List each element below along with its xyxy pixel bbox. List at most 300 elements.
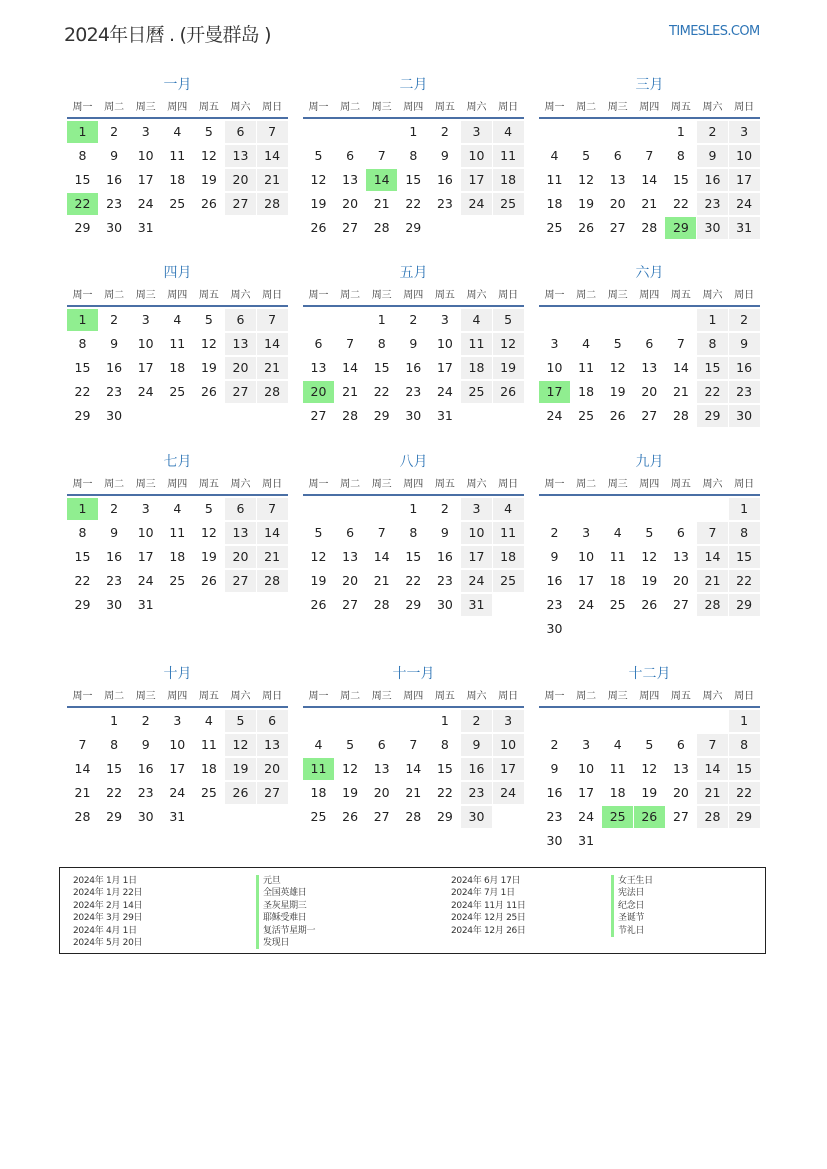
day-cell: 6 [676,737,685,752]
weekday-header: 周五 [198,691,219,702]
day-cell: 11 [461,333,492,355]
header-divider [67,494,288,496]
header-divider [539,706,760,708]
day-cell: 15 [373,360,390,375]
day-cell: 30 [546,833,563,848]
day-cell: 15 [74,360,91,375]
day-cell: 7 [257,121,288,143]
day-cell: 16 [436,549,453,564]
legend-holiday-date: 2024年 12月 26日 [451,925,526,936]
day-cell: 23 [106,384,123,399]
weekday-header: 周四 [167,290,188,301]
weekday-header: 周五 [198,479,219,490]
day-cell: 25 [461,381,492,403]
day-cell: 23 [461,782,492,804]
day-cell: 15 [729,758,760,780]
day-cell: 21 [405,785,422,800]
day-cell: 23 [106,196,123,211]
day-cell: 16 [405,360,422,375]
holiday-legend [59,867,766,954]
day-cell: 20 [225,357,256,379]
weekday-header: 周二 [104,691,125,702]
legend-holiday-date: 2024年 7月 1日 [451,888,515,899]
legend-names-right [611,875,653,937]
day-cell: 18 [493,169,524,191]
weekday-header: 周二 [104,102,125,113]
day-cell: 26 [609,408,626,423]
day-cell: 19 [342,785,359,800]
day-cell: 1 [729,710,760,732]
day-cell: 21 [641,196,658,211]
day-cell: 6 [676,525,685,540]
day-cell: 15 [106,761,123,776]
legend-holiday-name: 纪念日 [611,900,653,912]
day-cell: 8 [409,148,418,163]
day-cell: 22 [436,785,453,800]
day-cell: 17 [137,549,154,564]
day-cell: 6 [613,148,622,163]
day-cell: 25 [169,573,186,588]
day-cell: 13 [609,172,626,187]
weekday-header: 周三 [607,102,628,113]
day-cell: 28 [672,408,689,423]
day-cell: 13 [225,522,256,544]
legend-holiday-date: 2024年 2月 14日 [73,900,143,911]
day-cell: 27 [609,220,626,235]
day-cell: 30 [729,405,760,427]
day-cell: 27 [225,193,256,215]
weekday-header: 周三 [371,479,392,490]
weekday-header: 周一 [308,102,329,113]
day-cell: 22 [729,570,760,592]
weekday-header: 周一 [544,290,565,301]
day-cell: 22 [106,785,123,800]
day-cell: 18 [578,384,595,399]
weekday-header: 周日 [262,102,283,113]
weekday-header: 周日 [262,691,283,702]
day-cell: 7 [697,522,728,544]
day-cell: 30 [697,217,728,239]
day-cell: 27 [342,220,359,235]
day-cell: 7 [346,336,355,351]
weekday-header: 周日 [734,290,755,301]
day-cell: 28 [641,220,658,235]
day-cell: 6 [377,737,386,752]
day-cell: 26 [578,220,595,235]
weekday-header: 周一 [72,102,93,113]
day-cell: 21 [257,357,288,379]
day-cell: 23 [436,573,453,588]
weekday-header: 周六 [230,102,251,113]
weekday-header: 周四 [403,479,424,490]
day-cell: 26 [200,573,217,588]
day-cell: 18 [200,761,217,776]
day-cell: 15 [729,546,760,568]
weekday-header: 周五 [434,102,455,113]
day-cell: 24 [729,193,760,215]
day-cell: 20 [672,785,689,800]
weekday-header: 周六 [702,479,723,490]
day-cell: 16 [697,169,728,191]
day-cell: 5 [346,737,355,752]
day-cell: 11 [493,522,524,544]
day-cell: 9 [461,734,492,756]
month-name: 十一月 [392,666,435,682]
weekday-header: 周五 [670,479,691,490]
day-cell: 17 [436,360,453,375]
day-cell: 19 [641,573,658,588]
legend-holiday-name: 圣诞节 [611,912,653,924]
day-cell: 8 [78,336,87,351]
day-cell: 31 [137,597,154,612]
holiday-day-cell: 20 [303,381,334,403]
day-cell: 30 [106,597,123,612]
weekday-header: 周一 [72,691,93,702]
day-cell: 30 [137,809,154,824]
weekday-header: 周一 [544,691,565,702]
day-cell: 16 [729,357,760,379]
day-cell: 20 [342,196,359,211]
day-cell: 19 [200,549,217,564]
day-cell: 28 [697,806,728,828]
header-divider [539,117,760,119]
legend-holiday-date: 2024年 11月 11日 [451,900,526,911]
day-cell: 14 [74,761,91,776]
day-cell: 10 [546,360,563,375]
day-cell: 27 [310,408,327,423]
day-cell: 3 [141,501,150,516]
weekday-header: 周六 [702,290,723,301]
day-cell: 12 [609,360,626,375]
day-cell: 28 [697,594,728,616]
day-cell: 15 [74,172,91,187]
day-cell: 20 [672,573,689,588]
weekday-header: 周四 [639,479,660,490]
day-cell: 15 [405,172,422,187]
day-cell: 7 [409,737,418,752]
day-cell: 2 [461,710,492,732]
day-cell: 5 [613,336,622,351]
weekday-header: 周三 [135,290,156,301]
day-cell: 24 [546,408,563,423]
weekday-header: 周五 [198,290,219,301]
weekday-header: 周三 [135,691,156,702]
day-cell: 27 [672,597,689,612]
day-cell: 18 [546,196,563,211]
day-cell: 10 [729,145,760,167]
day-cell: 19 [225,758,256,780]
day-cell: 12 [200,525,217,540]
holiday-day-cell: 26 [634,806,665,828]
day-cell: 22 [672,196,689,211]
day-cell: 8 [440,737,449,752]
day-cell: 19 [200,360,217,375]
day-cell: 24 [436,384,453,399]
site-link[interactable]: TIMESLES.COM [669,24,760,39]
day-cell: 16 [546,785,563,800]
day-cell: 25 [169,196,186,211]
legend-holiday-name: 全国英雄日 [256,887,315,899]
legend-holiday-date: 2024年 3月 29日 [73,913,143,924]
weekday-header: 周三 [607,691,628,702]
day-cell: 2 [110,312,119,327]
day-cell: 12 [225,734,256,756]
day-cell: 8 [729,734,760,756]
day-cell: 17 [729,169,760,191]
header-divider [67,305,288,307]
holiday-day-cell: 1 [67,498,98,520]
day-cell: 22 [729,782,760,804]
day-cell: 8 [377,336,386,351]
day-cell: 25 [169,384,186,399]
day-cell: 14 [257,522,288,544]
day-cell: 3 [173,713,182,728]
day-cell: 1 [409,501,418,516]
day-cell: 23 [546,809,563,824]
holiday-day-cell: 29 [665,217,696,239]
day-cell: 9 [141,737,150,752]
day-cell: 25 [310,809,327,824]
day-cell: 12 [493,333,524,355]
day-cell: 25 [200,785,217,800]
day-cell: 30 [106,220,123,235]
legend-holiday-name: 节礼日 [611,925,653,937]
day-cell: 1 [729,498,760,520]
holiday-day-cell: 14 [366,169,397,191]
day-cell: 24 [169,785,186,800]
legend-dates-left [73,875,142,949]
legend-holiday-date: 2024年 12月 25日 [451,913,526,924]
day-cell: 4 [613,737,622,752]
day-cell: 26 [342,809,359,824]
weekday-header: 周一 [544,479,565,490]
weekday-header: 周六 [702,102,723,113]
day-cell: 3 [461,498,492,520]
day-cell: 21 [74,785,91,800]
day-cell: 13 [373,761,390,776]
header-divider [303,305,524,307]
day-cell: 3 [550,336,559,351]
day-cell: 29 [373,408,390,423]
weekday-header: 周六 [466,290,487,301]
day-cell: 8 [78,148,87,163]
day-cell: 2 [440,501,449,516]
day-cell: 9 [550,761,559,776]
day-cell: 19 [493,357,524,379]
day-cell: 26 [200,384,217,399]
day-cell: 13 [225,145,256,167]
day-cell: 24 [493,782,524,804]
day-cell: 6 [225,121,256,143]
day-cell: 17 [461,169,492,191]
day-cell: 19 [200,172,217,187]
day-cell: 23 [697,193,728,215]
day-cell: 13 [225,333,256,355]
day-cell: 12 [310,172,327,187]
day-cell: 18 [310,785,327,800]
month-name: 四月 [163,265,192,281]
day-cell: 22 [405,196,422,211]
day-cell: 10 [137,336,154,351]
day-cell: 1 [110,713,119,728]
day-cell: 18 [169,172,186,187]
weekday-header: 周二 [104,479,125,490]
day-cell: 14 [405,761,422,776]
day-cell: 18 [169,360,186,375]
day-cell: 11 [578,360,595,375]
month-name: 五月 [399,265,428,281]
weekday-header: 周三 [371,102,392,113]
weekday-header: 周一 [308,691,329,702]
weekday-header: 周二 [340,479,361,490]
weekday-header: 周二 [340,102,361,113]
day-cell: 3 [729,121,760,143]
day-cell: 1 [377,312,386,327]
day-cell: 2 [110,124,119,139]
day-cell: 9 [409,336,418,351]
day-cell: 6 [225,498,256,520]
day-cell: 5 [204,501,213,516]
weekday-header: 周六 [230,691,251,702]
day-cell: 21 [672,384,689,399]
day-cell: 24 [461,193,492,215]
header-divider [303,117,524,119]
day-cell: 10 [461,145,492,167]
day-cell: 12 [310,549,327,564]
day-cell: 12 [342,761,359,776]
day-cell: 17 [169,761,186,776]
day-cell: 16 [137,761,154,776]
day-cell: 15 [405,549,422,564]
day-cell: 31 [729,217,760,239]
weekday-header: 周二 [104,290,125,301]
legend-holiday-date: 2024年 5月 20日 [73,938,143,949]
day-cell: 23 [546,597,563,612]
day-cell: 4 [173,312,182,327]
day-cell: 20 [225,546,256,568]
day-cell: 28 [257,193,288,215]
day-cell: 10 [169,737,186,752]
day-cell: 23 [436,196,453,211]
day-cell: 3 [493,710,524,732]
day-cell: 29 [729,594,760,616]
day-cell: 23 [106,573,123,588]
day-cell: 4 [173,124,182,139]
day-cell: 5 [645,737,654,752]
day-cell: 21 [373,196,390,211]
day-cell: 17 [578,785,595,800]
day-cell: 16 [106,172,123,187]
day-cell: 13 [342,549,359,564]
header-divider [303,494,524,496]
day-cell: 7 [377,525,386,540]
weekday-header: 周二 [576,479,597,490]
weekday-header: 周五 [434,479,455,490]
day-cell: 25 [493,570,524,592]
day-cell: 13 [342,172,359,187]
day-cell: 20 [373,785,390,800]
day-cell: 23 [137,785,154,800]
day-cell: 24 [137,384,154,399]
day-cell: 26 [493,381,524,403]
weekday-header: 周三 [135,102,156,113]
weekday-header: 周四 [639,290,660,301]
day-cell: 12 [641,549,658,564]
day-cell: 14 [697,758,728,780]
day-cell: 28 [74,809,91,824]
day-cell: 15 [436,761,453,776]
weekday-header: 周四 [403,290,424,301]
day-cell: 26 [310,220,327,235]
day-cell: 15 [697,357,728,379]
day-cell: 13 [310,360,327,375]
day-cell: 9 [440,148,449,163]
day-cell: 7 [257,498,288,520]
day-cell: 7 [697,734,728,756]
day-cell: 14 [641,172,658,187]
day-cell: 10 [493,734,524,756]
day-cell: 5 [225,710,256,732]
day-cell: 6 [645,336,654,351]
day-cell: 29 [74,408,91,423]
day-cell: 4 [493,498,524,520]
day-cell: 20 [609,196,626,211]
weekday-header: 周六 [466,691,487,702]
day-cell: 2 [697,121,728,143]
day-cell: 19 [310,196,327,211]
weekday-header: 周日 [498,479,519,490]
day-cell: 21 [697,782,728,804]
weekday-header: 周六 [466,102,487,113]
day-cell: 10 [578,549,595,564]
day-cell: 2 [550,737,559,752]
weekday-header: 周六 [466,479,487,490]
day-cell: 30 [106,408,123,423]
day-cell: 29 [697,405,728,427]
day-cell: 4 [314,737,323,752]
day-cell: 29 [106,809,123,824]
day-cell: 6 [346,525,355,540]
weekday-header: 周日 [262,479,283,490]
day-cell: 18 [609,785,626,800]
day-cell: 20 [342,573,359,588]
day-cell: 27 [225,570,256,592]
weekday-header: 周二 [340,691,361,702]
day-cell: 9 [110,525,119,540]
weekday-header: 周三 [135,479,156,490]
day-cell: 20 [257,758,288,780]
weekday-header: 周一 [72,479,93,490]
day-cell: 28 [342,408,359,423]
weekday-header: 周日 [262,290,283,301]
day-cell: 16 [106,549,123,564]
day-cell: 3 [440,312,449,327]
day-cell: 20 [641,384,658,399]
day-cell: 7 [676,336,685,351]
day-cell: 8 [729,522,760,544]
weekday-header: 周四 [167,691,188,702]
month-name: 六月 [635,265,664,281]
day-cell: 7 [645,148,654,163]
weekday-header: 周三 [607,479,628,490]
legend-holiday-name: 耶稣受难日 [256,912,315,924]
day-cell: 5 [493,309,524,331]
day-cell: 22 [74,573,91,588]
day-cell: 16 [106,360,123,375]
day-cell: 3 [461,121,492,143]
day-cell: 31 [436,408,453,423]
day-cell: 22 [697,381,728,403]
